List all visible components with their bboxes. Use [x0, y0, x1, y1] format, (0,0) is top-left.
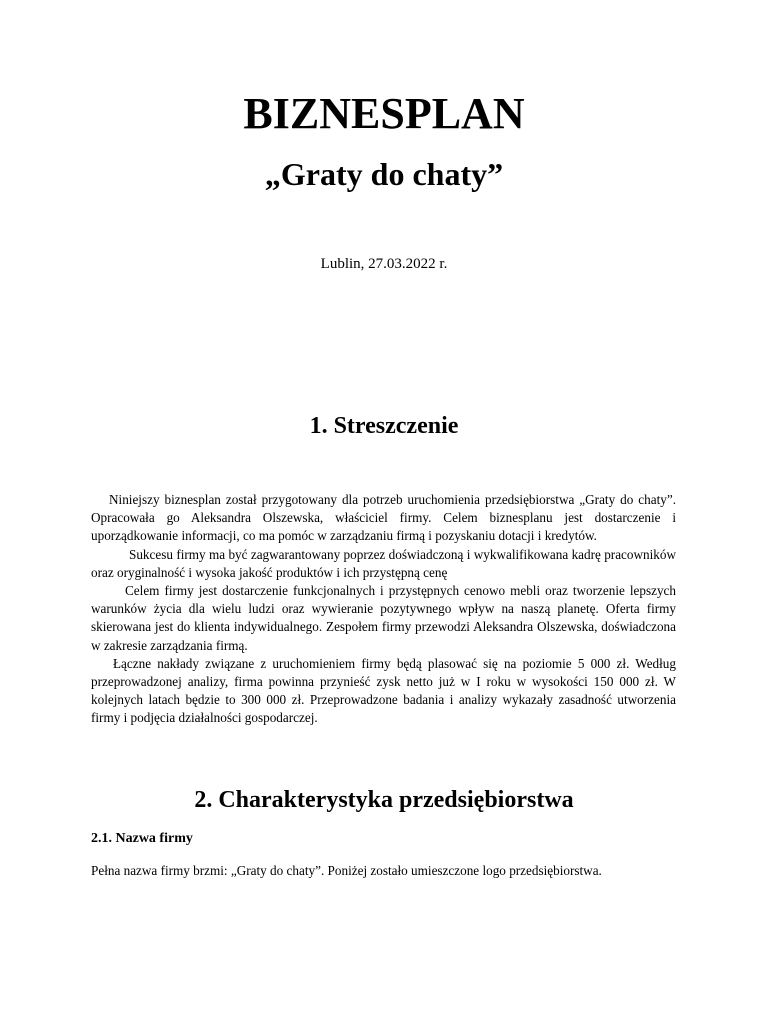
- summary-paragraph: Niniejszy biznesplan został przygotowany dla potrzeb uruchomienia przedsiębiorstwa „Graty do chaty”. Opracowała go Aleksandra Olszewska, właściciel firmy. Celem biznesplanu jest dostarczenie i uporządkowanie informacji, co ma pomóc w zarządzaniu firmą i pozyskaniu dotacji i kredytów.: [91, 492, 676, 544]
- document-subtitle: „Graty do chaty”: [264, 156, 504, 192]
- place-and-date: Lublin, 27.03.2022 r.: [320, 256, 448, 272]
- summary-paragraph: Łączne nakłady związane z uruchomieniem firmy będą plasować się na poziomie 5 000 zł. Według przeprowadzonej analizy, firma powinna przynieść zysk netto już w I roku w wysokości 150 000 zł. W kolejnych latach będzie to 300 000 zł. Przeprowadzone badania i analizy wykazały zasadność utworzenia firmy i podjęcia działalności gospodarczej.: [91, 655, 676, 726]
- company-name-paragraph: Pełna nazwa firmy brzmi: „Graty do chaty”. Poniżej zostało umieszczone logo przedsiębiorstwa.: [91, 863, 602, 878]
- company-name-body: [91, 862, 676, 880]
- summary-paragraph: Celem firmy jest dostarczenie funkcjonalnych i przystępnych cenowo mebli oraz tworzenie lepszych warunków życia dla wielu ludzi oraz wywieranie pozytywnego wpływ na naszą planetę. Oferta firmy skierowana jest do klienta indywidualnego. Zespołem firmy przewodzi Aleksandra Olszewska, doświadczona w zakresie zarządzania firmą.: [91, 583, 676, 653]
- section-heading-summary: 1. Streszczenie: [309, 413, 459, 439]
- summary-body: [91, 491, 676, 728]
- document-title: BIZNESPLAN: [243, 89, 525, 138]
- section-heading-company: 2. Charakterystyka przedsiębiorstwa: [194, 787, 574, 813]
- subsection-heading-company-name: 2.1. Nazwa firmy: [91, 831, 193, 846]
- summary-paragraph: Sukcesu firmy ma być zagwarantowany poprzez doświadczoną i wykwalifikowana kadrę pracowników oraz oryginalność i wysoka jakość produktów i ich przystępną cenę: [91, 546, 676, 580]
